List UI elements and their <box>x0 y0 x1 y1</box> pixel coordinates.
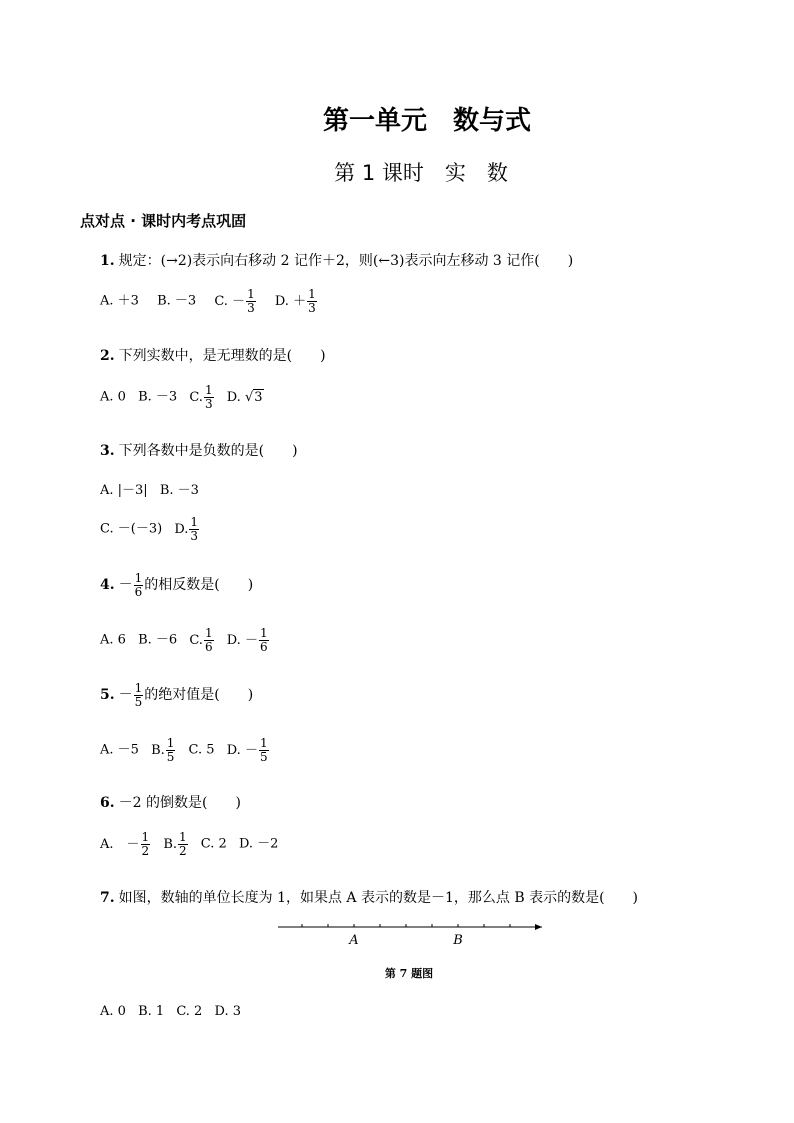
question-1-options <box>100 288 318 314</box>
question-3 <box>100 440 298 460</box>
option-d: D. 3 <box>214 1004 241 1019</box>
sqrt-symbol: √3 <box>244 389 263 405</box>
question-6-options <box>100 831 278 857</box>
number-line <box>278 924 542 948</box>
question-1 <box>100 250 573 270</box>
question-number: 1. <box>100 253 115 269</box>
option-d: D. － $\frac{1}{5}$ <box>226 736 268 764</box>
figure-caption: 第 7 题图 <box>384 967 434 980</box>
option-a: A. 0 <box>100 1004 126 1019</box>
question-7 <box>100 887 638 907</box>
question-text: －2 的倒数是( ) <box>118 795 241 811</box>
option-b: B. $\frac{1}{5}$ <box>151 736 175 764</box>
question-number: 3. <box>100 443 115 459</box>
number-line-figure <box>270 915 560 955</box>
question-number: 5. <box>100 687 115 704</box>
option-b: B. $\frac{1}{2}$ <box>163 830 187 858</box>
option-a: A. 6 <box>100 632 126 648</box>
axis-arrow <box>535 924 542 930</box>
question-4: 4. － $\frac{1}{6}$ 的相反数是( ) <box>100 571 254 599</box>
option-a: A. ＋3 <box>100 293 139 309</box>
option-b: B. －3 <box>159 483 199 498</box>
question-5: 5. － $\frac{1}{5}$ 的绝对值是( ) <box>100 681 254 709</box>
question-text: 的相反数是( ) <box>144 577 254 594</box>
option-a: A. |－3| <box>100 483 148 498</box>
axis-point-label: B <box>453 933 463 948</box>
option-d: D. －2 <box>238 836 279 852</box>
option-c: C. 2 <box>200 836 227 852</box>
option-d: D. － $\frac{1}{6}$ <box>226 626 268 654</box>
option-a: A. － $\frac{1}{2}$ <box>100 830 150 858</box>
question-text: 的绝对值是( ) <box>144 687 254 704</box>
option-c: C. $\frac{1}{3}$ <box>189 383 213 411</box>
question-number: 4. <box>100 577 115 594</box>
question-text: 下列各数中是负数的是( ) <box>118 443 298 459</box>
lesson-title: 第 1 课时 实 数 <box>334 161 508 185</box>
question-2 <box>100 345 326 365</box>
option-a: A. －5 <box>100 742 139 758</box>
question-7-options <box>100 1004 241 1019</box>
option-d: D. √3 <box>226 389 263 405</box>
option-d: D. $\frac{1}{3}$ <box>174 515 199 543</box>
question-text: 下列实数中，是无理数的是( ) <box>118 348 326 364</box>
question-3-options-row2 <box>100 516 200 542</box>
option-a: A. 0 <box>100 389 126 405</box>
option-b: B. －3 <box>157 293 197 309</box>
unit-title: 第一单元 数与式 <box>322 106 531 136</box>
question-text: 规定：(→2)表示向右移动 2 记作＋2，则(←3)表示向左移动 3 记作( ) <box>118 253 574 269</box>
option-b: B. －6 <box>138 632 178 648</box>
option-c: C. 5 <box>188 742 215 758</box>
question-3-options-row1 <box>100 479 199 498</box>
question-6 <box>100 792 241 812</box>
section-title: 点对点 · 课时内考点巩固 <box>80 212 247 230</box>
option-b: B. －3 <box>138 389 178 405</box>
axis-point-label: A <box>349 933 359 948</box>
option-c: C. $\frac{1}{6}$ <box>189 626 213 654</box>
question-number: 2. <box>100 348 115 364</box>
option-d: D. ＋ $\frac{1}{3}$ <box>274 287 316 315</box>
option-b: B. 1 <box>138 1004 165 1019</box>
option-c: C. 2 <box>176 1004 203 1019</box>
question-number: 6. <box>100 795 115 811</box>
question-number: 7. <box>100 890 115 906</box>
question-4-options <box>100 627 270 653</box>
question-5-options <box>100 737 270 763</box>
question-2-options <box>100 384 264 410</box>
option-c: C. －(－3) <box>100 521 163 537</box>
question-text: 如图，数轴的单位长度为 1，如果点 A 表示的数是－1，那么点 B 表示的数是( ) <box>118 890 639 906</box>
option-c: C. － $\frac{1}{3}$ <box>214 287 255 315</box>
